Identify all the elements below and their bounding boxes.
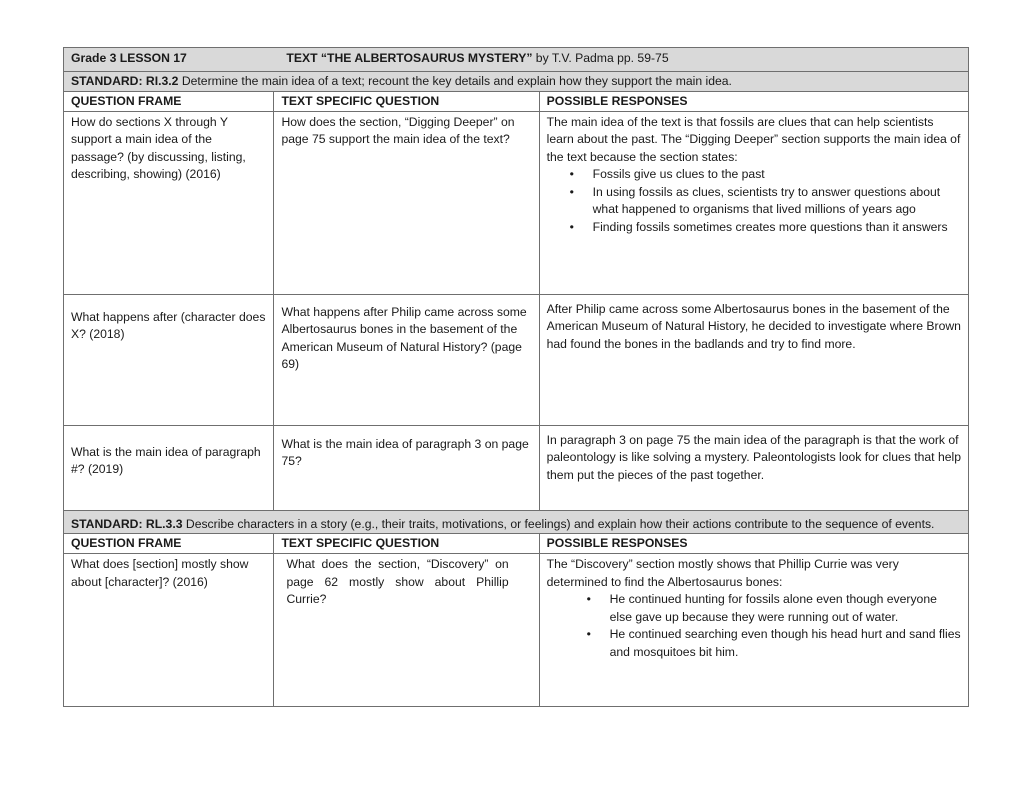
list-item: • Finding fossils sometimes creates more questions than it answers bbox=[593, 219, 961, 237]
text-name: TEXT “THE ALBERTOSAURUS MYSTERY” bbox=[286, 51, 533, 65]
table-row bbox=[64, 425, 969, 510]
question-frame: How do sections X through Y support a main idea of the passage? (by discussing, listing, describing, showing) (2016) bbox=[71, 114, 246, 181]
column-header-responses: POSSIBLE RESPONSES bbox=[539, 91, 968, 111]
response-bullet-list bbox=[547, 591, 961, 661]
list-item: • In using fossils as clues, scientists try to answer questions about what happened to organisms that lived millions of years ago bbox=[593, 184, 961, 219]
text-title bbox=[286, 51, 668, 65]
column-header-specific: TEXT SPECIFIC QUESTION bbox=[274, 91, 539, 111]
table-row bbox=[64, 111, 969, 294]
possible-response: In paragraph 3 on page 75 the main idea of the paragraph is that the work of paleontology is like solving a mystery. Paleontologists look for clues that help them put the pieces of the past together. bbox=[546, 432, 961, 482]
text-specific-question: What is the main idea of paragraph 3 on page 75? bbox=[281, 436, 529, 468]
lesson-title-row bbox=[64, 48, 969, 72]
standard-ri-row bbox=[64, 72, 969, 92]
response-bullet-list bbox=[547, 166, 961, 236]
question-frame: What is the main idea of paragraph #? (2019) bbox=[71, 444, 261, 476]
text-specific-question: What does the section, “Discovery” on page 62 mostly show about Phillip Currie? bbox=[286, 557, 509, 606]
column-header-responses: POSSIBLE RESPONSES bbox=[539, 534, 968, 554]
table-row bbox=[64, 554, 969, 707]
column-header-specific: TEXT SPECIFIC QUESTION bbox=[274, 534, 539, 554]
text-specific-question: What happens after Philip came across some Albertosaurus bones in the basement of the American Museum of Natural History? (page 69) bbox=[281, 304, 527, 371]
standard-rl-code: STANDARD: RL.3.3 bbox=[71, 516, 183, 531]
table-row bbox=[64, 294, 969, 425]
standard-rl-row bbox=[64, 510, 969, 534]
list-item: • He continued hunting for fossils alone even though everyone else gave up because they were running out of water. bbox=[610, 591, 961, 626]
standard-rl-description: Describe characters in a story (e.g., their traits, motivations, or feelings) and explain how their actions contribute to the sequence of events. bbox=[182, 516, 935, 531]
column-header-row bbox=[64, 91, 969, 111]
column-header-frame: QUESTION FRAME bbox=[64, 534, 274, 554]
lesson-number: Grade 3 LESSON 17 bbox=[71, 51, 187, 65]
question-frame: What happens after (character does X? (2018) bbox=[71, 309, 266, 341]
text-specific-question: How does the section, “Digging Deeper” on page 75 support the main idea of the text? bbox=[281, 114, 515, 146]
column-header-frame: QUESTION FRAME bbox=[64, 91, 274, 111]
standard-ri-code: STANDARD: RI.3.2 bbox=[71, 74, 179, 88]
column-header-row bbox=[64, 534, 969, 554]
lesson-document bbox=[63, 47, 969, 707]
standard-ri-description: Determine the main idea of a text; recount the key details and explain how they support the main idea. bbox=[178, 74, 732, 88]
text-author-pages: by T.V. Padma pp. 59-75 bbox=[532, 51, 669, 65]
list-item: • Fossils give us clues to the past bbox=[593, 166, 961, 184]
question-frame: What does [section] mostly show about [character]? (2016) bbox=[71, 557, 249, 589]
possible-response: The “Discovery” section mostly shows that Phillip Currie was very determined to find the Albertosaurus bones: bbox=[546, 557, 899, 589]
possible-response: The main idea of the text is that fossils are clues that can help scientists learn about the past. The “Digging Deeper” section supports the main idea of the text because the section states: bbox=[546, 114, 961, 164]
list-item: • He continued searching even though his head hurt and sand flies and mosquitoes bit him. bbox=[610, 626, 961, 661]
possible-response: After Philip came across some Albertosaurus bones in the basement of the American Museum of Natural History, he decided to investigate where Brown had found the bones in the badlands and try to find more. bbox=[546, 301, 961, 351]
lesson-table bbox=[63, 47, 969, 707]
